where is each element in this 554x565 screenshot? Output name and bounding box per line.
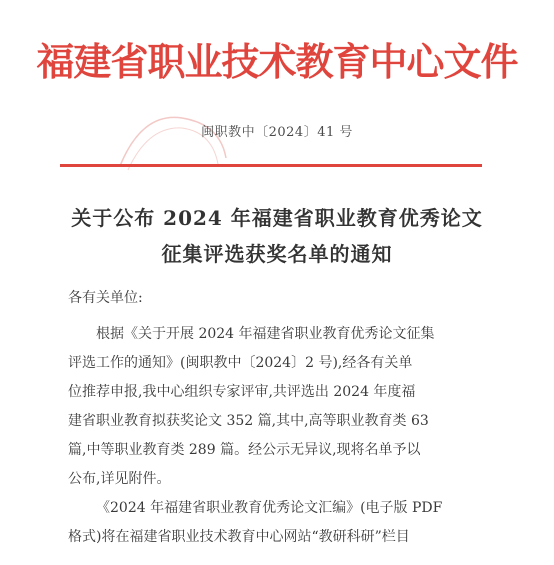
body-line: 篇,中等职业教育类 289 篇。经公示无异议,现将名单予以 (68, 442, 421, 458)
issuer-masthead: 福建省职业技术教育中心文件 (36, 39, 518, 84)
title-line-2: 征集评选获奖名单的通知 (161, 242, 393, 266)
document-number: 闽职教中〔2024〕41 号 (201, 125, 353, 140)
notice-title (0, 200, 554, 272)
title-line-1: 关于公布 2024 年福建省职业教育优秀论文 (71, 206, 483, 230)
body-line: 建省职业教育拟获奖论文 352 篇,其中,高等职业教育类 63 (68, 413, 429, 429)
body-line: 位推荐申报,我中心组织专家评审,共评选出 2024 年度福 (68, 384, 416, 400)
body-line: 根据《关于开展 2024 年福建省职业教育优秀论文征集 (96, 326, 435, 342)
body-line: 公布,详见附件。 (68, 471, 171, 487)
body-line: 《2024 年福建省职业教育优秀论文汇编》(电子版 PDF (96, 500, 443, 516)
faint-seal-stamp (112, 108, 232, 180)
notice-body (68, 320, 500, 552)
body-line: 格式)将在福建省职业技术教育中心网站“教研科研”栏目 (68, 529, 410, 545)
salutation: 各有关单位: (68, 290, 143, 306)
red-divider-line (60, 164, 482, 167)
body-line: 评选工作的通知》(闽职教中〔2024〕2 号),经各有关单 (68, 355, 413, 371)
